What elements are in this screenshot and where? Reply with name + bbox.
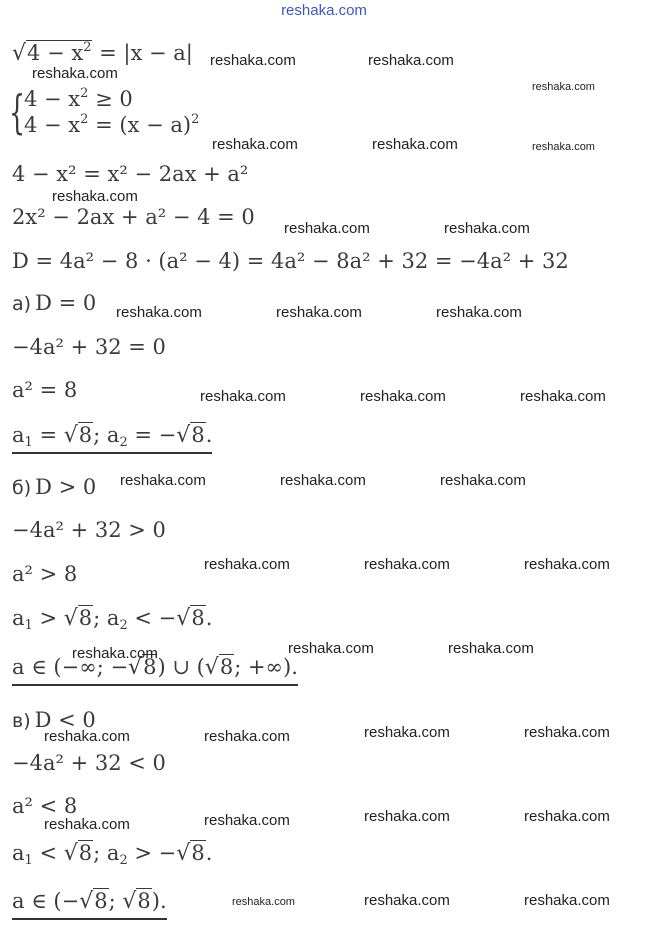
case-v-label: в) [12, 710, 31, 732]
watermark: reshaka.com [120, 472, 206, 489]
watermark: reshaka.com [284, 220, 370, 237]
watermark: reshaka.com [368, 52, 454, 69]
case-a-square: a² = 8 [12, 378, 78, 402]
case-v-square: a² < 8 [12, 794, 78, 818]
case-a-equation: −4a² + 32 = 0 [12, 335, 166, 359]
system-brace-group [9, 85, 200, 139]
equation-line-4: 2x² − 2ax + a² − 4 = 0 [12, 205, 255, 229]
equation-rhs: = |x − a| [92, 41, 193, 65]
watermark: reshaka.com [116, 304, 202, 321]
watermark: reshaka.com [44, 728, 130, 745]
watermark: reshaka.com [520, 388, 606, 405]
radicand: 4 − x [27, 41, 84, 65]
watermark: reshaka.com [44, 816, 130, 833]
watermark: reshaka.com [288, 640, 374, 657]
watermark: reshaka.com [436, 304, 522, 321]
watermark: reshaka.com [524, 724, 610, 741]
watermark: reshaka.com [52, 188, 138, 205]
watermark: reshaka.com [448, 640, 534, 657]
watermark: reshaka.com [524, 892, 610, 909]
watermark: reshaka.com [364, 808, 450, 825]
system-row-1: $4 - x^2 \ge 0$ [24, 86, 133, 111]
watermark: reshaka.com [204, 556, 290, 573]
radical-sign: √ [12, 41, 27, 66]
case-b-inequality: −4a² + 32 > 0 [12, 518, 166, 542]
watermark: reshaka.com [32, 65, 118, 82]
discriminant-line: D = 4a² − 8 · (a² − 4) = 4a² − 8a² + 32 = −4a² + 32 [12, 249, 569, 273]
watermark: reshaka.com [210, 52, 296, 69]
system-row-2: $4 - x^2 = (x - a)^2$ [24, 112, 200, 137]
watermark: reshaka.com [204, 812, 290, 829]
site-header-link[interactable]: reshaka.com [281, 2, 367, 19]
case-a-answer: $a_1 = √8$; $a_2 = -√8$. [12, 422, 212, 454]
exponent: 2 [83, 40, 92, 55]
watermark: reshaka.com [364, 556, 450, 573]
watermark: reshaka.com [200, 388, 286, 405]
case-v-inequality: −4a² + 32 < 0 [12, 751, 166, 775]
case-b-label: б) [12, 477, 32, 499]
watermark: reshaka.com [204, 728, 290, 745]
watermark: reshaka.com [372, 136, 458, 153]
case-b-square: a² > 8 [12, 562, 78, 586]
watermark: reshaka.com [524, 808, 610, 825]
watermark: reshaka.com [444, 220, 530, 237]
case-b-roots: $a_1 > √8$; $a_2 < -√8$. [12, 606, 213, 633]
case-v-condition: в) D < 0 [12, 708, 96, 732]
case-a-condition: а) D = 0 [12, 291, 97, 315]
curly-brace-icon: { [9, 85, 26, 139]
watermark: reshaka.com [360, 388, 446, 405]
sqrt-expression [12, 40, 92, 67]
watermark: reshaka.com [524, 556, 610, 573]
equation-system [9, 85, 200, 139]
watermark: reshaka.com [72, 645, 158, 662]
case-b-condition: б) D > 0 [12, 475, 97, 499]
case-v-roots: $a_1 < √8$; $a_2 > -√8$. [12, 841, 213, 868]
case-b-answer: a ∈ (−∞; −√8) ∪ (√8; +∞). [12, 654, 298, 686]
watermark: reshaka.com [280, 472, 366, 489]
watermark: reshaka.com [532, 141, 595, 153]
watermark: reshaka.com [276, 304, 362, 321]
case-a-label: а) [12, 293, 32, 315]
equation-line-3: 4 − x² = x² − 2ax + a² [12, 162, 249, 186]
watermark: reshaka.com [232, 896, 295, 908]
watermark: reshaka.com [364, 892, 450, 909]
watermark: reshaka.com [212, 136, 298, 153]
watermark: reshaka.com [364, 724, 450, 741]
equation-line-1 [12, 40, 193, 67]
watermark: reshaka.com [440, 472, 526, 489]
watermark: reshaka.com [532, 81, 595, 93]
case-v-answer: a ∈ (−√8; √8). [12, 888, 167, 920]
